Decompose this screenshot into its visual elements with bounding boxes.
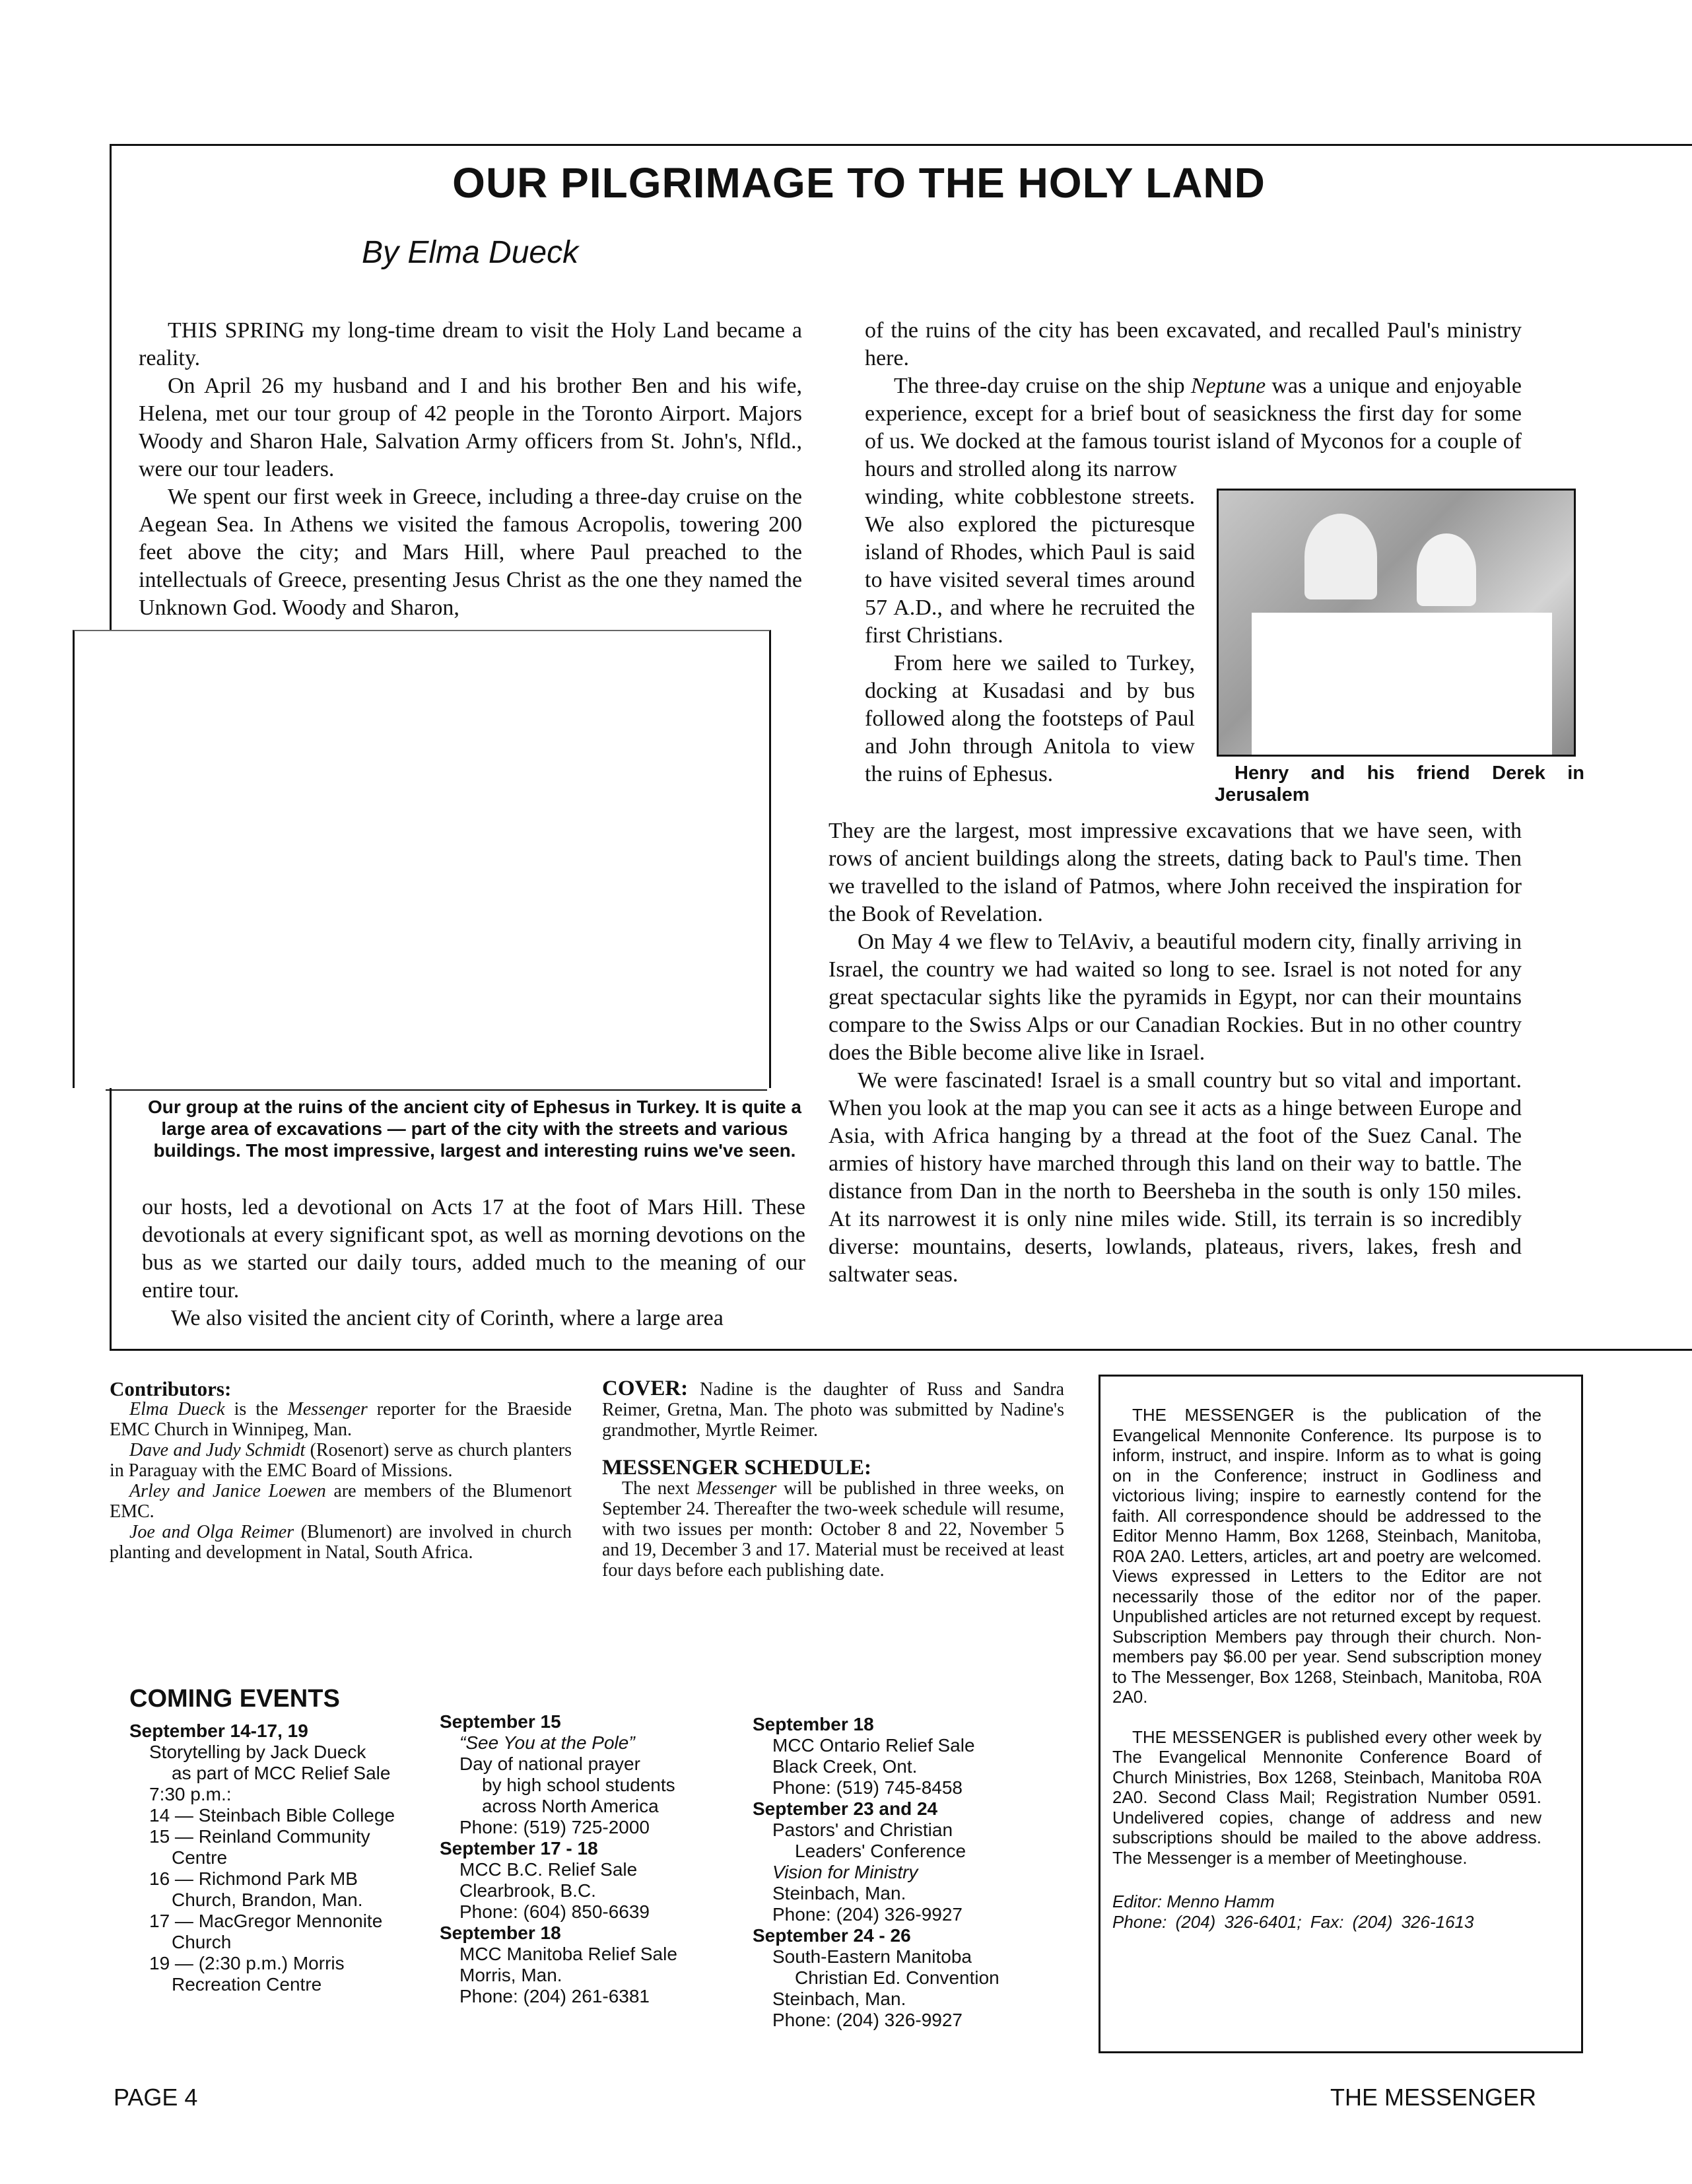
messenger-info-p2: THE MESSENGER is published every other week by The Evangelical Mennonite Conference Board of Church Ministries, Box 1268, Steinbach, Manitoba R0A 2A0. Second Class Mail; Registration Number 0591. Undelivered copies, change of address and new subscriptions should be mailed to the above address. The Messenger is a member of Meetinghouse. — [1112, 1726, 1541, 1868]
contributor-item: Arley and Janice Loewen are members of the Blumenort EMC. — [110, 1481, 572, 1522]
schedule-note: The next Messenger will be published in three weeks, on September 24. Thereafter the two-week schedule will resume, with two issues per month: October 8 and 22, November 5 and 19, December 3 and 17. Material must be received at least four days before each publishing date. — [602, 1478, 1065, 1581]
article-left-top — [139, 317, 802, 622]
paragraph: We also visited the ancient city of Corinth, where a large area — [171, 1306, 724, 1330]
coming-events-heading: COMING EVENTS — [129, 1685, 340, 1713]
event-date: September 15 — [440, 1711, 561, 1732]
event-line: Christian Ed. Convention — [795, 1967, 999, 1988]
messenger-info-text — [1112, 1405, 1541, 1932]
schedule-heading: MESSENGER SCHEDULE: — [602, 1456, 872, 1480]
article-right-top — [865, 317, 1522, 483]
event-line: MCC Manitoba Relief Sale — [459, 1944, 677, 1964]
article-right-bottom — [829, 817, 1522, 1289]
event-line: Vision for Ministry — [772, 1862, 918, 1882]
photo-figure-left — [1304, 514, 1377, 599]
article-title: OUR PILGRIMAGE TO THE HOLY LAND — [452, 159, 1266, 207]
paragraph: our hosts, led a devotional on Acts 17 at the foot of Mars Hill. These devotionals at every significant spot, as well as morning devotions on the bus as we started our daily tours, added much to the meaning of our entire tour. — [142, 1195, 805, 1303]
contributor-item: Elma Dueck is the Messenger reporter for the Braeside EMC Church in Winnipeg, Man. — [110, 1399, 572, 1440]
paragraph: From here we sailed to Turkey, docking at Kusadasi and by bus followed along the footsteps of Paul and John through Anitola to view the ruins of Ephesus. — [865, 651, 1195, 786]
page-number: PAGE 4 — [114, 2084, 198, 2111]
photo-divider — [106, 1089, 767, 1091]
event-line: Centre — [172, 1847, 228, 1868]
paragraph: of the ruins of the city has been excavated, and recalled Paul's ministry here. — [865, 318, 1522, 370]
event-line: as part of MCC Relief Sale — [172, 1763, 391, 1783]
event-line: Church — [172, 1932, 232, 1952]
footer-publication: THE MESSENGER — [1330, 2084, 1537, 2111]
event-line: Phone: (519) 725-2000 — [459, 1817, 650, 1837]
event-line: Phone: (204) 326-9927 — [772, 1904, 963, 1925]
events-column-2 — [440, 1711, 750, 2007]
event-line: Steinbach, Man. — [772, 1883, 906, 1903]
henry-photo — [1217, 489, 1576, 757]
paragraph: THIS SPRING my long-time dream to visit the Holy Land became a reality. — [139, 318, 802, 370]
events-column-3 — [753, 1714, 1076, 2031]
event-line: across North America — [482, 1796, 659, 1816]
event-line: Storytelling by Jack Dueck — [149, 1742, 366, 1762]
photo-figure-right — [1417, 533, 1476, 606]
event-line: 17 — MacGregor Mennonite — [149, 1911, 383, 1931]
event-line: Black Creek, Ont. — [772, 1756, 918, 1777]
event-line: 16 — Richmond Park MB — [149, 1868, 358, 1889]
event-line: Steinbach, Man. — [772, 1989, 906, 2009]
event-date: September 18 — [753, 1714, 874, 1734]
event-line: Day of national prayer — [459, 1754, 640, 1774]
event-date: September 17 - 18 — [440, 1838, 598, 1859]
event-line: 15 — Reinland Community — [149, 1826, 370, 1847]
event-line: MCC B.C. Relief Sale — [459, 1859, 638, 1880]
contributor-item: Dave and Judy Schmidt (Rosenort) serve as church planters in Paraguay with the EMC Board of Missions. — [110, 1440, 572, 1481]
paragraph: We were fascinated! Israel is a small country but so vital and important. When you look at the map you can see it acts as a hinge between Europe and Asia, with Africa hanging by a thread at the foot of the Suez Canal. The armies of history have marched through this land on their way to battle. The distance from Dan in the north to Beersheba in the south is only 150 miles. At its narrowest it is only nine miles wide. Still, its terrain is so incredibly diverse: mountains, deserts, lowlands, plateaus, rivers, lakes, fresh and saltwater seas. — [829, 1068, 1522, 1287]
cover-schedule-section — [602, 1379, 1064, 1581]
event-line: Phone: (204) 326-9927 — [772, 2010, 963, 2030]
event-line: Morris, Man. — [459, 1965, 562, 1985]
event-line: South-Eastern Manitoba — [772, 1946, 972, 1967]
messenger-info-p1: THE MESSENGER is the publication of the Evangelical Mennonite Conference. Its purpose is to inform, instruct, and inspire. Inform as to what is going on in the Conference; instruct in Godliness and victorious living; inspire to earnestly contend for the faith. All correspondence should be addressed to the Editor Menno Hamm, Box 1268, Steinbach, Manitoba, R0A 2A0. Letters, articles, art and poetry are welcomed. Views expressed in Letters to the Editor are not necessarily those of the editor nor of the paper. Unpublished articles are not returned except by request. Subscription Members pay through their church. Non-members pay $6.00 per year. Send subscription money to The Messenger, Box 1268, Steinbach, Manitoba, R0A 2A0. — [1112, 1405, 1541, 1707]
events-column-1 — [129, 1721, 433, 1995]
ship-name: Neptune — [1190, 374, 1266, 398]
contributor-item: Joe and Olga Reimer (Blumenort) are involved in church planting and development in Natal, South Africa. — [110, 1522, 572, 1563]
group-photo-caption: Our group at the ruins of the ancient city of Ephesus in Turkey. It is quite a large area of excavations — part of the city with the streets and various buildings. The most impressive, largest and interesting ruins we've seen. — [148, 1097, 801, 1161]
event-line: 14 — Steinbach Bible College — [149, 1805, 395, 1826]
henry-photo-caption: Henry and his friend Derek in Jerusalem — [1215, 763, 1584, 805]
group-photo — [73, 630, 771, 1088]
event-line: “See You at the Pole” — [459, 1732, 635, 1753]
paragraph: The three-day cruise on the ship Neptune was a unique and enjoyable experience, except for a brief bout of seasickness the first day for some of us. We docked at the famous tourist island of Myconos for a couple of hours and strolled along its narrow — [865, 374, 1522, 481]
editor-name: Editor: Menno Hamm — [1112, 1892, 1275, 1911]
article-byline: By Elma Dueck — [362, 235, 579, 270]
event-line: 7:30 p.m.: — [149, 1784, 232, 1804]
article-left-bottom — [142, 1194, 805, 1332]
photo-blank-area — [1252, 613, 1552, 755]
event-line: Phone: (204) 261-6381 — [459, 1986, 650, 2006]
paragraph: On May 4 we flew to TelAviv, a beautiful modern city, finally arriving in Israel, the country we had waited so long to see. Israel is not noted for any great spectacular sights like the pyramids in Egypt, nor can their mountains compare to the Swiss Alps or our Canadian Rockies. But in no other country does the Bible become alive like in Israel. — [829, 930, 1522, 1065]
event-line: Phone: (519) 745-8458 — [772, 1777, 963, 1798]
article-right-beside-photo — [865, 483, 1195, 788]
editor-phone: Phone: (204) 326-6401; Fax: (204) 326-1613 — [1112, 1911, 1474, 1932]
event-line: Phone: (604) 850-6639 — [459, 1901, 650, 1922]
event-line: Leaders' Conference — [795, 1841, 966, 1861]
event-line: Pastors' and Christian — [772, 1820, 953, 1840]
paragraph: winding, white cobblestone streets. We also explored the picturesque island of Rhodes, which Paul is said to have visited several times around 57 A.D., and where he recruited the first Christians. — [865, 485, 1195, 648]
event-date: September 24 - 26 — [753, 1925, 911, 1946]
paragraph: They are the largest, most impressive excavations that we have seen, with rows of ancient buildings along the streets, dating back to Paul's time. Then we travelled to the island of Patmos, where John received the inspiration for the Book of Revelation. — [829, 819, 1522, 926]
paragraph: On April 26 my husband and I and his brother Ben and his wife, Helena, met our tour group of 42 people in the Toronto Airport. Majors Woody and Sharon Hale, Salvation Army officers from St. John's, Nfld., were our tour leaders. — [139, 374, 802, 481]
event-line: Clearbrook, B.C. — [459, 1880, 596, 1901]
contributors-heading: Contributors: — [110, 1377, 232, 1400]
event-line: Recreation Centre — [172, 1974, 322, 1995]
paragraph: We spent our first week in Greece, including a three-day cruise on the Aegean Sea. In Athens we visited the famous Acropolis, towering 200 feet above the city; and Mars Hill, where Paul preached to the intellectuals of Greece, presenting Jesus Christ as the one they named the Unknown God. Woody and Sharon, — [139, 485, 802, 620]
event-date: September 14-17, 19 — [129, 1721, 308, 1741]
event-line: by high school students — [482, 1775, 675, 1795]
event-line: Church, Brandon, Man. — [172, 1890, 363, 1910]
contributors-section — [110, 1379, 572, 1563]
event-line: 19 — (2:30 p.m.) Morris — [149, 1953, 345, 1973]
cover-note: COVER: Nadine is the daughter of Russ and Sandra Reimer, Gretna, Man. The photo was submitted by Nadine's grandmother, Myrtle Reimer. — [602, 1377, 1065, 1441]
event-date: September 18 — [440, 1923, 561, 1943]
event-line: MCC Ontario Relief Sale — [772, 1735, 975, 1756]
event-date: September 23 and 24 — [753, 1798, 938, 1819]
